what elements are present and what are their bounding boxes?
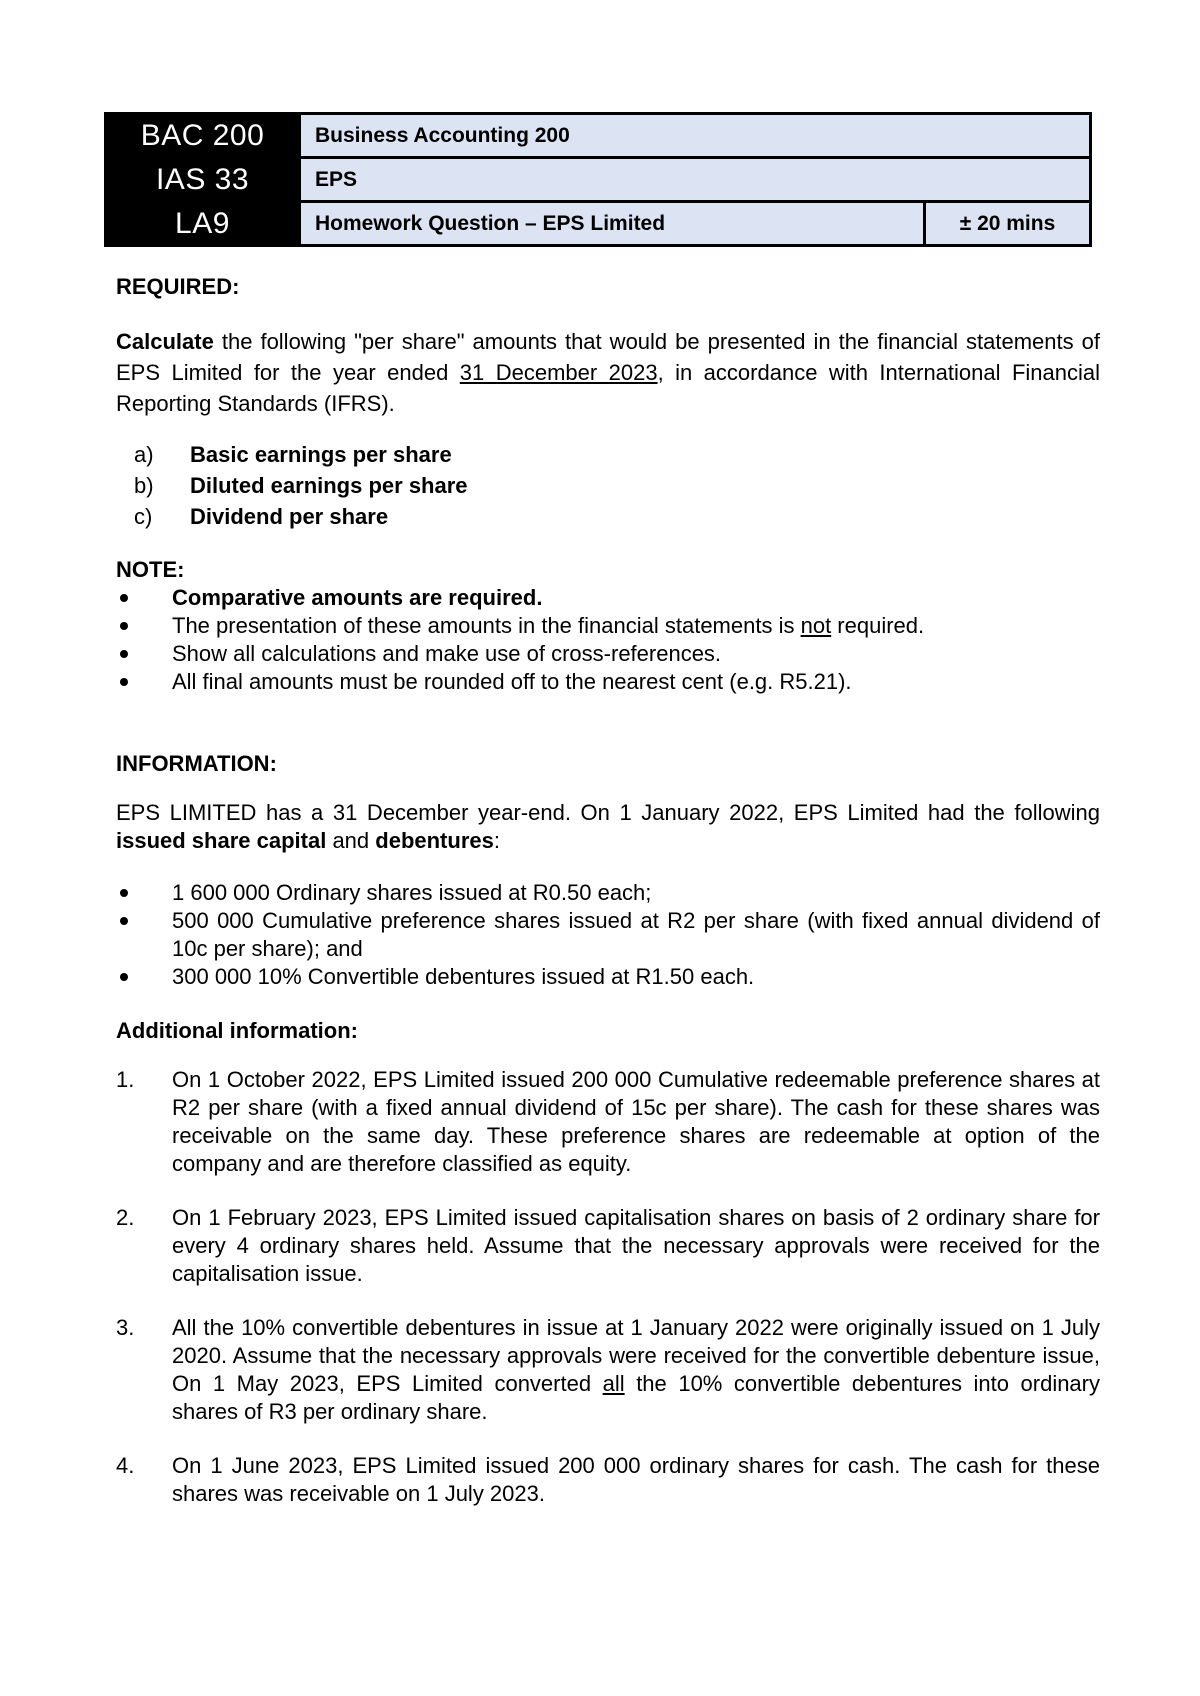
note-item <box>116 612 1100 640</box>
information-intro: EPS LIMITED has a 31 December year-end. On 1 January 2022, EPS Limited had the following issued share capital and debentures: <box>116 800 1100 853</box>
item-label: c) <box>134 504 153 529</box>
activity-duration: ± 20 mins <box>925 202 1091 246</box>
bullet-icon <box>116 907 172 963</box>
item-label: a) <box>134 442 154 467</box>
bullet-icon <box>116 640 172 668</box>
additional-info-item: 1. On 1 October 2022, EPS Limited issued 200 000 Cumulative redeemable preference shares at R2 per share (with a fixed annual dividend of 15c per share). The cash for these shares was receivable on the same day. These preference shares are redeemable at option of the company and are therefore classified as equity. <box>116 1067 1100 1176</box>
item-label: b) <box>134 473 154 498</box>
share-capital-item: 300 000 10% Convertible debentures issued at R1.50 each. <box>116 963 1100 991</box>
required-instructions <box>116 326 1100 419</box>
note-text: All final amounts must be rounded off to the nearest cent (e.g. R5.21). <box>172 669 852 694</box>
note-item <box>116 640 1100 668</box>
standard-code: IAS 33 <box>106 158 300 202</box>
bullet-icon <box>116 668 172 696</box>
calculate-word: Calculate <box>116 329 214 354</box>
share-capital-item: 1 600 000 Ordinary shares issued at R0.50 each; <box>116 879 1100 907</box>
required-text-2: , in accordance with International Financial Reporting Standards (IFRS). <box>116 360 1100 416</box>
additional-info-item: 2. On 1 February 2023, EPS Limited issued capitalisation shares on basis of 2 ordinary share for every 4 ordinary shares held. Assume that the necessary approvals were received for the capitalisation issue. <box>116 1205 1100 1286</box>
note-text: The presentation of these amounts in the financial statements is not required. <box>172 613 925 638</box>
share-capital-item: 500 000 Cumulative preference shares issued at R2 per share (with fixed annual dividend of 10c per share); and <box>116 907 1100 963</box>
required-heading: REQUIRED: <box>116 274 240 299</box>
activity-code: LA9 <box>106 202 300 246</box>
note-item <box>116 668 1100 696</box>
item-text: Basic earnings per share <box>190 442 452 467</box>
course-title: Business Accounting 200 <box>300 114 1091 158</box>
additional-info-list <box>116 1066 1100 1508</box>
document-page <box>116 112 1100 1534</box>
activity-title: Homework Question – EPS Limited <box>300 202 925 246</box>
note-list <box>116 584 1100 696</box>
additional-info-heading: Additional information: <box>116 1018 358 1043</box>
required-list <box>116 439 1100 532</box>
header-table <box>104 112 1092 247</box>
note-item <box>116 584 1100 612</box>
note-text: Comparative amounts are required. <box>172 585 543 610</box>
header-row-course <box>106 114 1091 158</box>
share-capital-list <box>116 879 1100 991</box>
header-row-activity <box>106 202 1091 246</box>
additional-info-item: 4. On 1 June 2023, EPS Limited issued 200 000 ordinary shares for cash. The cash for these shares was receivable on 1 July 2023. <box>116 1453 1100 1506</box>
bullet-icon <box>116 612 172 640</box>
information-heading: INFORMATION: <box>116 751 277 776</box>
standard-topic: EPS <box>300 158 1091 202</box>
bullet-icon <box>116 963 172 991</box>
note-heading: NOTE: <box>116 557 185 582</box>
required-item <box>116 439 1100 470</box>
bullet-icon <box>116 879 172 907</box>
item-text: Dividend per share <box>190 504 389 529</box>
item-text: Diluted earnings per share <box>190 473 468 498</box>
required-item <box>116 501 1100 532</box>
course-code: BAC 200 <box>106 114 300 158</box>
header-row-standard <box>106 158 1091 202</box>
note-text: Show all calculations and make use of cross-references. <box>172 641 722 666</box>
bullet-icon <box>116 584 172 612</box>
additional-info-item: 3. All the 10% convertible debentures in issue at 1 January 2022 were originally issued on 1 July 2020. Assume that the necessary approvals were received for the convertible debenture issue, On 1 May 2023, EPS Limited converted all the 10% convertible debentures into ordinary shares of R3 per ordinary share. <box>116 1315 1100 1424</box>
year-end-date: 31 December 2023 <box>459 360 658 385</box>
required-item <box>116 470 1100 501</box>
required-text-1: the following "per share" amounts that would be presented in the financial statements of EPS Limited for the year ended <box>116 329 1100 385</box>
